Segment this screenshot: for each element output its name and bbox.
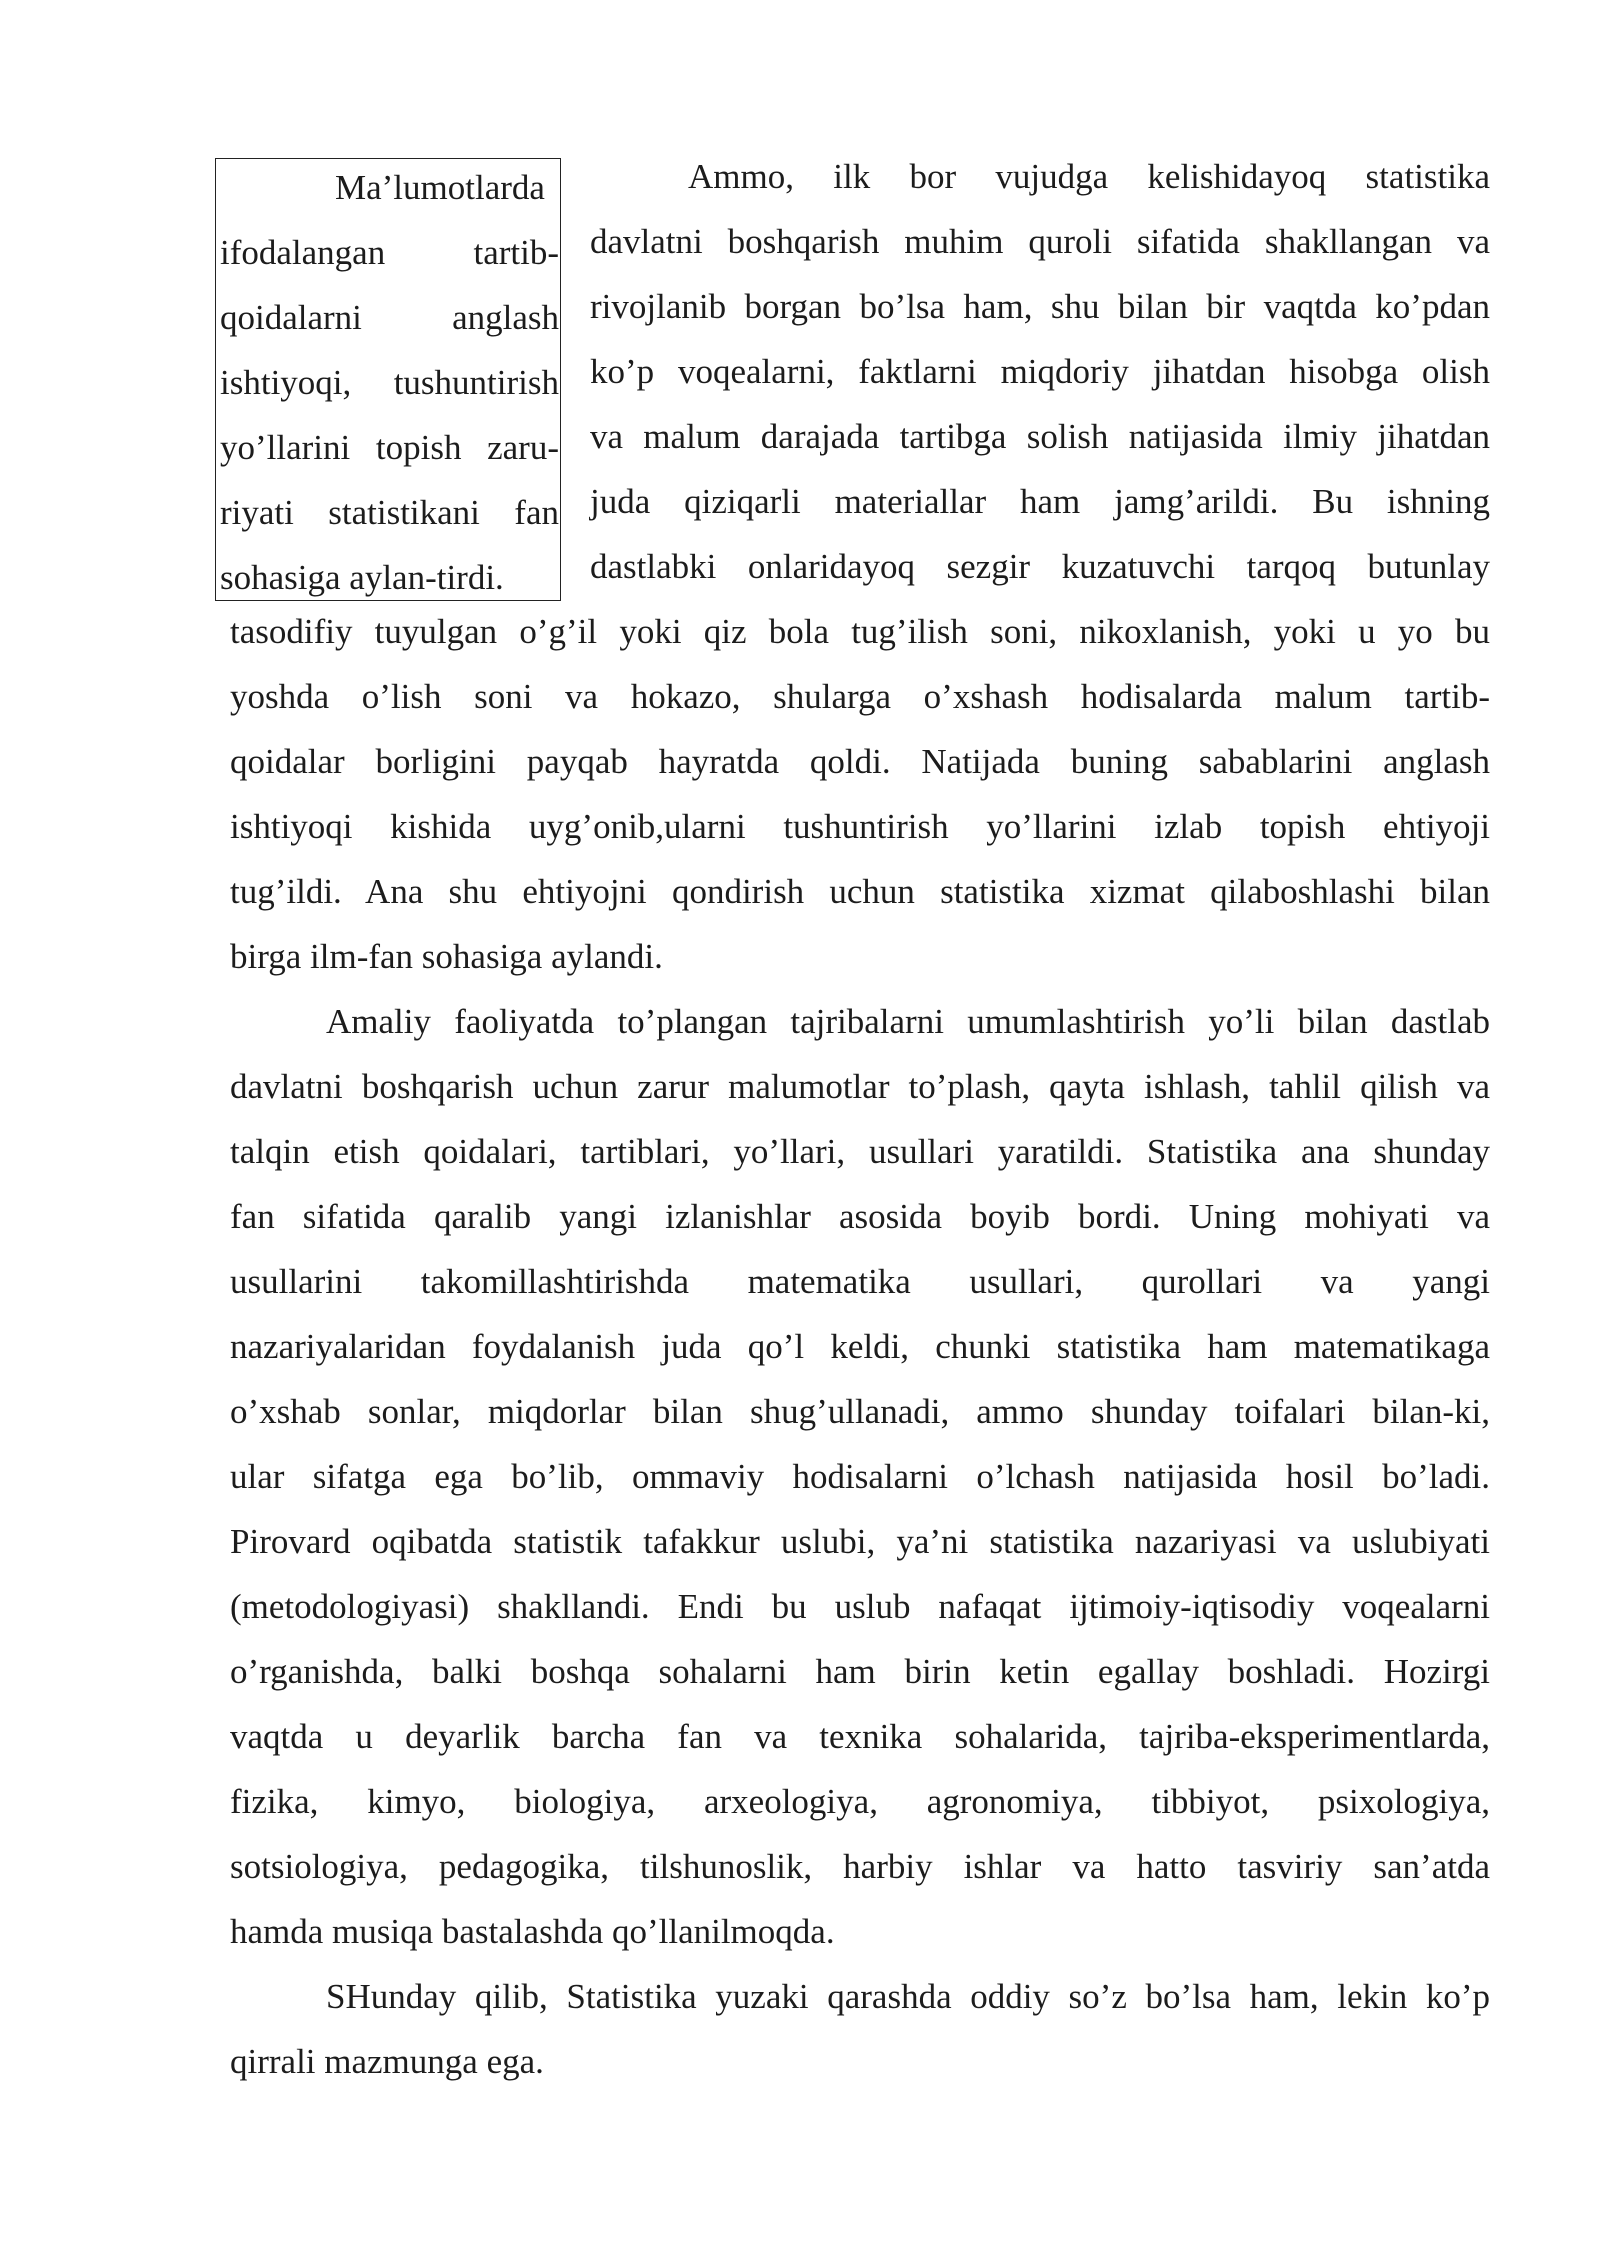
- paragraph-1-line: tasodifiy tuyulgan o’g’il yoki qiz bola tug’ilish soni, nikoxlanish, yoki u yo bu: [230, 612, 1490, 651]
- side-note-line: ifodalangan tartib-: [220, 233, 559, 272]
- paragraph-1-line: yoshda o’lish soni va hokazo, shularga o’xshash hodisalarda malum tartib-: [230, 677, 1490, 716]
- side-note-line: riyati statistikani fan: [220, 493, 559, 532]
- paragraph-2-line: vaqtda u deyarlik barcha fan va texnika sohalarida, tajriba-eksperimentlarda,: [230, 1717, 1490, 1756]
- paragraph-1-line: tug’ildi. Ana shu ehtiyojni qondirish uchun statistika xizmat qilaboshlashi bilan: [230, 872, 1490, 911]
- paragraph-1-line: va malum darajada tartibga solish natijasida ilmiy jihatdan: [590, 417, 1490, 456]
- paragraph-2-line: davlatni boshqarish uchun zarur malumotlar to’plash, qayta ishlash, tahlil qilish va: [230, 1067, 1490, 1106]
- paragraph-2-line: Amaliy faoliyatda to’plangan tajribalarni umumlashtirish yo’li bilan dastlab: [326, 1002, 1490, 1041]
- side-note-line: qoidalarni anglash: [220, 298, 559, 337]
- side-note-line: sohasiga aylan-tirdi.: [220, 558, 504, 597]
- side-note-line: yo’llarini topish zaru-: [220, 428, 559, 467]
- paragraph-1-line: ishtiyoqi kishida uyg’onib,ularni tushuntirish yo’llarini izlab topish ehtiyoji: [230, 807, 1490, 846]
- paragraph-2-line: usullarini takomillashtirishda matematika usullari, qurollari va yangi: [230, 1262, 1490, 1301]
- paragraph-1-line: qoidalar borligini payqab hayratda qoldi. Natijada buning sabablarini anglash: [230, 742, 1490, 781]
- paragraph-1-line: rivojlanib borgan bo’lsa ham, shu bilan bir vaqtda ko’pdan: [590, 287, 1490, 326]
- paragraph-2-line: fizika, kimyo, biologiya, arxeologiya, agronomiya, tibbiyot, psixologiya,: [230, 1782, 1490, 1821]
- paragraph-3-line: qirrali mazmunga ega.: [230, 2042, 544, 2081]
- paragraph-2-line: Pirovard oqibatda statistik tafakkur uslubi, ya’ni statistika nazariyasi va uslubiyati: [230, 1522, 1490, 1561]
- paragraph-2-line: ular sifatga ega bo’lib, ommaviy hodisalarni o’lchash natijasida hosil bo’ladi.: [230, 1457, 1490, 1496]
- paragraph-2-line: fan sifatida qaralib yangi izlanishlar asosida boyib bordi. Uning mohiyati va: [230, 1197, 1490, 1236]
- paragraph-2-line: (metodologiyasi) shakllandi. Endi bu uslub nafaqat ijtimoiy-iqtisodiy voqealarni: [230, 1587, 1490, 1626]
- paragraph-2-line: o’xshab sonlar, miqdorlar bilan shug’ullanadi, ammo shunday toifalari bilan-ki,: [230, 1392, 1490, 1431]
- paragraph-3-line: SHunday qilib, Statistika yuzaki qarashda oddiy so’z bo’lsa ham, lekin ko’p: [326, 1977, 1490, 2016]
- paragraph-1-line: birga ilm-fan sohasiga aylandi.: [230, 937, 663, 976]
- paragraph-1-line: davlatni boshqarish muhim quroli sifatida shakllangan va: [590, 222, 1490, 261]
- paragraph-2-line: o’rganishda, balki boshqa sohalarni ham birin ketin egallay boshladi. Hozirgi: [230, 1652, 1490, 1691]
- paragraph-2-line: talqin etish qoidalari, tartiblari, yo’llari, usullari yaratildi. Statistika ana shunday: [230, 1132, 1490, 1171]
- paragraph-1-line: dastlabki onlaridayoq sezgir kuzatuvchi tarqoq butunlay: [590, 547, 1490, 586]
- side-note-line: ishtiyoqi, tushuntirish: [220, 363, 559, 402]
- paragraph-2-line: nazariyalaridan foydalanish juda qo’l keldi, chunki statistika ham matematikaga: [230, 1327, 1490, 1366]
- paragraph-1-line: ko’p voqealarni, faktlarni miqdoriy jihatdan hisobga olish: [590, 352, 1490, 391]
- paragraph-1-line: juda qiziqarli materiallar ham jamg’arildi. Bu ishning: [590, 482, 1490, 521]
- paragraph-1-line: Ammo, ilk bor vujudga kelishidayoq statistika: [688, 157, 1490, 196]
- paragraph-2-line: hamda musiqa bastalashda qo’llanilmoqda.: [230, 1912, 835, 1951]
- paragraph-2-line: sotsiologiya, pedagogika, tilshunoslik, harbiy ishlar va hatto tasviriy san’atda: [230, 1847, 1490, 1886]
- side-note-line: Ma’lumotlarda: [335, 168, 545, 207]
